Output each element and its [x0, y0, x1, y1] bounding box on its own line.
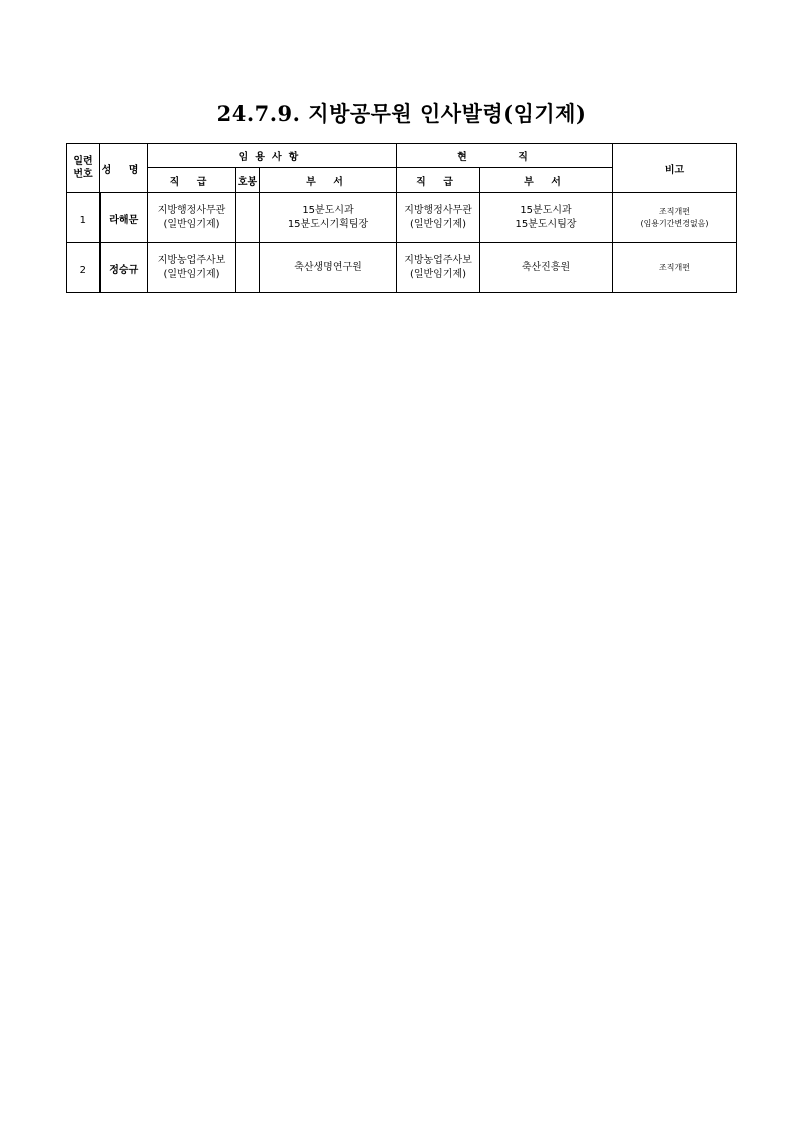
- header-step: 호봉: [236, 168, 260, 193]
- header-row-1: [67, 144, 737, 168]
- personnel-order-table: [66, 143, 737, 293]
- row-remarks: 조직개편: [613, 243, 737, 293]
- header-number-line2: 번호: [73, 169, 93, 180]
- header-rank: 직 급: [148, 168, 236, 193]
- row-name: 라해문: [100, 193, 148, 243]
- header-department: 부 서: [260, 168, 397, 193]
- row-appointment-step: [236, 243, 260, 293]
- row-remarks: 조직개편 (임용기간변경없음): [613, 193, 737, 243]
- page-title: 24.7.9. 지방공무원 인사발령(임기제): [216, 101, 587, 126]
- header-current: 현 직: [397, 144, 613, 168]
- header-number-line1: 일련: [73, 156, 93, 167]
- header-name: 성 명: [100, 144, 148, 193]
- table-row: [67, 243, 737, 293]
- row-appointment-rank: 지방행정사무관 (일반임기제): [148, 193, 236, 243]
- header-current-rank: 직 급: [397, 168, 480, 193]
- header-remarks: 비고: [613, 144, 737, 193]
- row-name: 정승규: [100, 243, 148, 293]
- row-current-department: 축산진흥원: [480, 243, 613, 293]
- header-current-department: 부 서: [480, 168, 613, 193]
- row-appointment-rank: 지방농업주사보 (일반임기제): [148, 243, 236, 293]
- row-number: 1: [67, 193, 100, 243]
- row-current-rank: 지방행정사무관 (일반임기제): [397, 193, 480, 243]
- header-number: [67, 144, 100, 193]
- row-current-rank: 지방농업주사보 (일반임기제): [397, 243, 480, 293]
- row-number: 2: [67, 243, 100, 293]
- row-appointment-department: 15분도시과 15분도시기획팀장: [260, 193, 397, 243]
- row-appointment-department: 축산생명연구원: [260, 243, 397, 293]
- row-current-department: 15분도시과 15분도시팀장: [480, 193, 613, 243]
- row-appointment-step: [236, 193, 260, 243]
- header-appointment: 임용사항: [148, 144, 397, 168]
- table-row: [67, 193, 737, 243]
